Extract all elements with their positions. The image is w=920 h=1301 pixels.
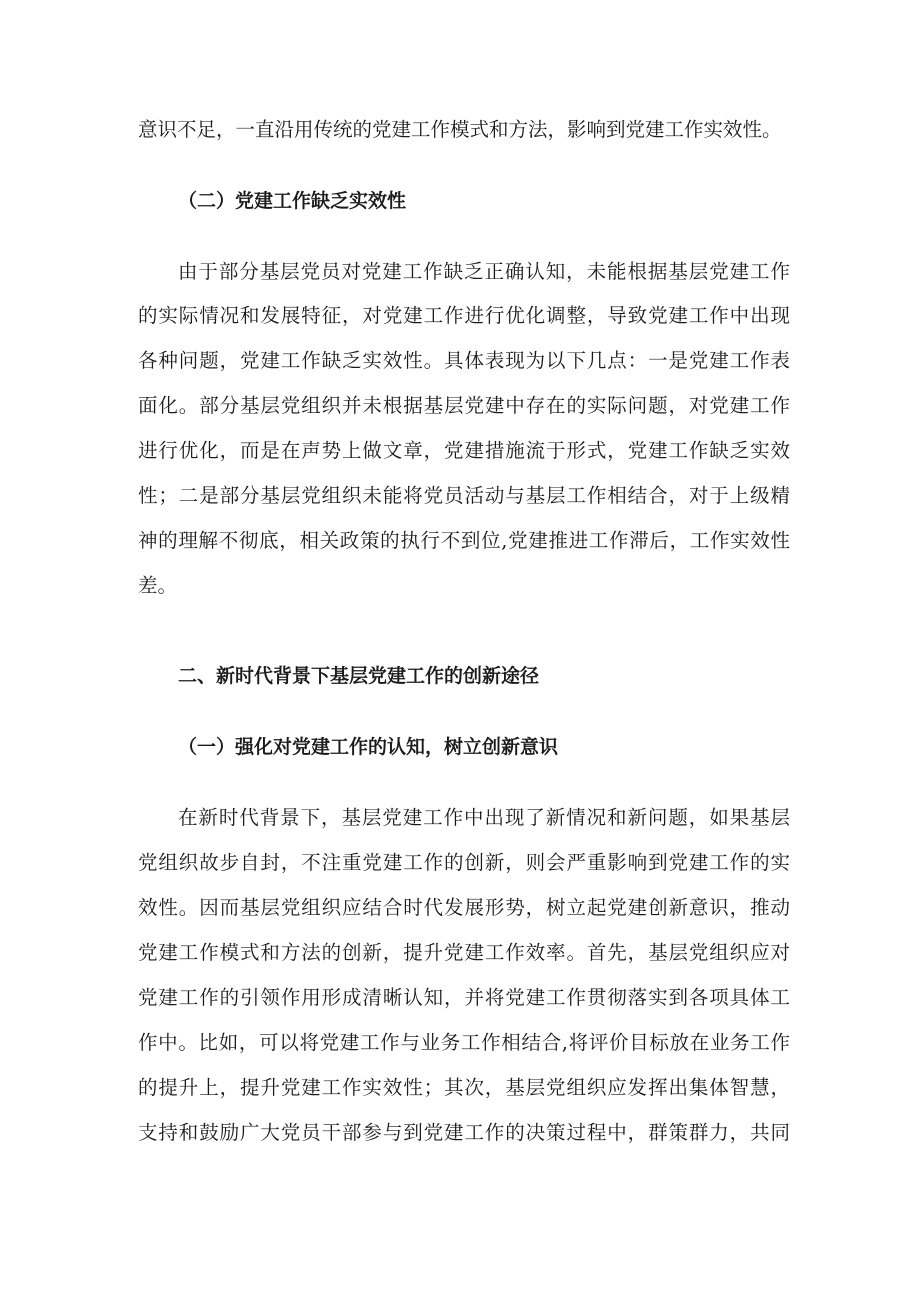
section-heading-innovation: 二、新时代背景下基层党建工作的创新途径 [178, 665, 540, 687]
paragraph-line: 在新时代背景下，基层党建工作中出现了新情况和新问题，如果基层 [178, 806, 790, 829]
paragraph-line: 进行优化，而是在声势上做文章，党建措施流于形式，党建工作缺乏实效 [138, 439, 790, 462]
paragraph-line: 性；二是部分基层党组织未能将党员活动与基层工作相结合，对于上级精 [138, 484, 790, 507]
paragraph-line: 由于部分基层党员对党建工作缺乏正确认知，未能根据基层党建工作 [178, 260, 790, 283]
subheading-lack-of-effectiveness: （二）党建工作缺乏实效性 [178, 190, 407, 212]
paragraph-line: 差。 [138, 574, 178, 597]
paragraph-line: 党建工作模式和方法的创新，提升党建工作效率。首先，基层党组织应对 [138, 941, 790, 964]
paragraph-line: 面化。部分基层党组织并未根据基层党建中存在的实际问题，对党建工作 [138, 394, 790, 417]
paragraph-line: 党建工作的引领作用形成清晰认知，并将党建工作贯彻落实到各项具体工 [138, 986, 790, 1009]
paragraph-line: 作中。比如，可以将党建工作与业务工作相结合,将评价目标放在业务工作 [138, 1031, 790, 1054]
paragraph-line: 的实际情况和发展特征，对党建工作进行优化调整，导致党建工作中出现 [138, 304, 790, 327]
paragraph-line: 神的理解不彻底，相关政策的执行不到位,党建推进工作滞后，工作实效性 [138, 529, 790, 552]
paragraph-line: 效性。因而基层党组织应结合时代发展形势，树立起党建创新意识，推动 [138, 896, 790, 919]
paragraph-line: 支持和鼓励广大党员干部参与到党建工作的决策过程中，群策群力，共同 [138, 1121, 790, 1144]
subheading-strengthen-cognition: （一）强化对党建工作的认知，树立创新意识 [178, 736, 559, 758]
paragraph-line: 的提升上，提升党建工作实效性；其次，基层党组织应发挥出集体智慧， [138, 1076, 790, 1099]
paragraph-line: 意识不足，一直沿用传统的党建工作模式和方法，影响到党建工作实效性。 [138, 118, 782, 141]
paragraph-line: 党组织故步自封，不注重党建工作的创新，则会严重影响到党建工作的实 [138, 851, 790, 874]
paragraph-line: 各种问题，党建工作缺乏实效性。具体表现为以下几点：一是党建工作表 [138, 349, 790, 372]
